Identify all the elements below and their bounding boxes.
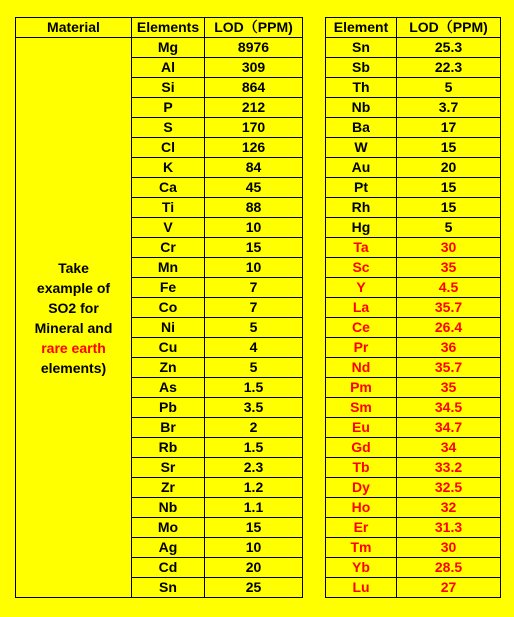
header-lod: LOD（PPM) — [397, 18, 501, 38]
lod-cell: 15 — [205, 518, 303, 538]
element-cell: Tm — [326, 538, 397, 558]
header-elements: Elements — [132, 18, 205, 38]
element-cell: La — [326, 298, 397, 318]
element-cell: P — [132, 98, 205, 118]
lod-cell: 8976 — [205, 38, 303, 58]
table-row — [326, 338, 501, 358]
lod-cell: 22.3 — [397, 58, 501, 78]
lod-cell: 10 — [205, 218, 303, 238]
table-row — [326, 358, 501, 378]
lod-cell: 28.5 — [397, 558, 501, 578]
lod-cell: 45 — [205, 178, 303, 198]
lod-cell: 309 — [205, 58, 303, 78]
table-row — [326, 578, 501, 598]
table-row — [326, 218, 501, 238]
table-row — [326, 478, 501, 498]
lod-cell: 84 — [205, 158, 303, 178]
element-cell: Cd — [132, 558, 205, 578]
table-row — [326, 318, 501, 338]
element-cell: Yb — [326, 558, 397, 578]
lod-cell: 126 — [205, 138, 303, 158]
element-cell: Mo — [132, 518, 205, 538]
element-cell: Ca — [132, 178, 205, 198]
lod-cell: 30 — [397, 238, 501, 258]
element-cell: Zr — [132, 478, 205, 498]
lod-cell: 30 — [397, 538, 501, 558]
element-cell: Br — [132, 418, 205, 438]
element-cell: Lu — [326, 578, 397, 598]
lod-cell: 20 — [397, 158, 501, 178]
table-row — [326, 258, 501, 278]
lod-cell: 26.4 — [397, 318, 501, 338]
lod-cell: 7 — [205, 278, 303, 298]
table-row — [326, 458, 501, 478]
lod-cell: 15 — [397, 138, 501, 158]
material-description — [16, 38, 132, 598]
lod-cell: 35.7 — [397, 358, 501, 378]
lod-cell: 31.3 — [397, 518, 501, 538]
element-cell: Y — [326, 278, 397, 298]
element-cell: Nb — [326, 98, 397, 118]
element-cell: Mg — [132, 38, 205, 58]
lod-cell: 25.3 — [397, 38, 501, 58]
lod-table-right — [325, 17, 501, 598]
element-cell: V — [132, 218, 205, 238]
lod-table-left — [15, 17, 303, 598]
element-cell: As — [132, 378, 205, 398]
table-row — [326, 278, 501, 298]
lod-cell: 3.5 — [205, 398, 303, 418]
table-row — [326, 398, 501, 418]
lod-cell: 864 — [205, 78, 303, 98]
element-cell: Eu — [326, 418, 397, 438]
lod-cell: 35 — [397, 378, 501, 398]
material-line-red: rare earth — [41, 339, 106, 356]
element-cell: Cu — [132, 338, 205, 358]
lod-cell: 1.5 — [205, 378, 303, 398]
element-cell: Dy — [326, 478, 397, 498]
element-cell: Al — [132, 58, 205, 78]
lod-cell: 32 — [397, 498, 501, 518]
element-cell: Th — [326, 78, 397, 98]
element-cell: Cl — [132, 138, 205, 158]
table-row — [326, 518, 501, 538]
element-cell: Sc — [326, 258, 397, 278]
lod-cell: 34 — [397, 438, 501, 458]
lod-cell: 3.7 — [397, 98, 501, 118]
lod-cell: 1.2 — [205, 478, 303, 498]
lod-cell: 5 — [205, 318, 303, 338]
lod-cell: 15 — [397, 198, 501, 218]
element-cell: K — [132, 158, 205, 178]
table-row — [326, 178, 501, 198]
table-row — [326, 438, 501, 458]
element-cell: W — [326, 138, 397, 158]
header-element: Element — [326, 18, 397, 38]
element-cell: Pb — [132, 398, 205, 418]
lod-cell: 4 — [205, 338, 303, 358]
table-row — [326, 38, 501, 58]
element-cell: Mn — [132, 258, 205, 278]
element-cell: Gd — [326, 438, 397, 458]
lod-cell: 27 — [397, 578, 501, 598]
material-line: Mineral and — [34, 319, 113, 336]
table-row — [326, 98, 501, 118]
lod-cell: 2.3 — [205, 458, 303, 478]
header-material: Material — [16, 18, 132, 38]
table-row — [326, 118, 501, 138]
lod-cell: 5 — [397, 218, 501, 238]
element-cell: Ta — [326, 238, 397, 258]
lod-cell: 35 — [397, 258, 501, 278]
element-cell: Pr — [326, 338, 397, 358]
material-line: SO2 for — [48, 299, 99, 316]
table-row — [326, 558, 501, 578]
element-cell: Nb — [132, 498, 205, 518]
element-cell: Rb — [132, 438, 205, 458]
material-line: example of — [36, 279, 111, 296]
lod-cell: 17 — [397, 118, 501, 138]
lod-cell: 170 — [205, 118, 303, 138]
lod-cell: 10 — [205, 258, 303, 278]
table-row — [326, 78, 501, 98]
element-cell: Pt — [326, 178, 397, 198]
element-cell: Sn — [326, 38, 397, 58]
element-cell: Hg — [326, 218, 397, 238]
lod-cell: 10 — [205, 538, 303, 558]
element-cell: Ho — [326, 498, 397, 518]
element-cell: Ti — [132, 198, 205, 218]
lod-cell: 25 — [205, 578, 303, 598]
lod-cell: 212 — [205, 98, 303, 118]
header-row — [326, 18, 501, 38]
element-cell: Au — [326, 158, 397, 178]
element-cell: Sn — [132, 578, 205, 598]
table-row — [326, 158, 501, 178]
lod-cell: 88 — [205, 198, 303, 218]
table-row — [326, 198, 501, 218]
element-cell: Cr — [132, 238, 205, 258]
lod-cell: 1.5 — [205, 438, 303, 458]
element-cell: Co — [132, 298, 205, 318]
lod-cell: 34.5 — [397, 398, 501, 418]
table-row — [326, 418, 501, 438]
lod-cell: 15 — [205, 238, 303, 258]
lod-cell: 34.7 — [397, 418, 501, 438]
table-row — [326, 378, 501, 398]
lod-cell: 4.5 — [397, 278, 501, 298]
lod-cell: 7 — [205, 298, 303, 318]
element-cell: Zn — [132, 358, 205, 378]
lod-cell: 33.2 — [397, 458, 501, 478]
element-cell: S — [132, 118, 205, 138]
element-cell: Sm — [326, 398, 397, 418]
lod-cell: 15 — [397, 178, 501, 198]
element-cell: Ba — [326, 118, 397, 138]
table-row — [16, 38, 303, 58]
table-row — [326, 238, 501, 258]
table-row — [326, 498, 501, 518]
lod-cell: 32.5 — [397, 478, 501, 498]
header-lod: LOD（PPM) — [205, 18, 303, 38]
lod-cell: 5 — [397, 78, 501, 98]
lod-cell: 5 — [205, 358, 303, 378]
element-cell: Ag — [132, 538, 205, 558]
element-cell: Nd — [326, 358, 397, 378]
element-cell: Rh — [326, 198, 397, 218]
element-cell: Ni — [132, 318, 205, 338]
table-row — [326, 138, 501, 158]
table-row — [326, 58, 501, 78]
element-cell: Si — [132, 78, 205, 98]
header-row — [16, 18, 303, 38]
table-row — [326, 298, 501, 318]
material-line: Take — [58, 259, 89, 276]
material-line: elements) — [40, 359, 107, 376]
table-row — [326, 538, 501, 558]
element-cell: Sr — [132, 458, 205, 478]
lod-cell: 35.7 — [397, 298, 501, 318]
lod-cell: 2 — [205, 418, 303, 438]
lod-cell: 20 — [205, 558, 303, 578]
element-cell: Er — [326, 518, 397, 538]
element-cell: Pm — [326, 378, 397, 398]
element-cell: Fe — [132, 278, 205, 298]
element-cell: Ce — [326, 318, 397, 338]
lod-cell: 36 — [397, 338, 501, 358]
element-cell: Sb — [326, 58, 397, 78]
lod-cell: 1.1 — [205, 498, 303, 518]
element-cell: Tb — [326, 458, 397, 478]
